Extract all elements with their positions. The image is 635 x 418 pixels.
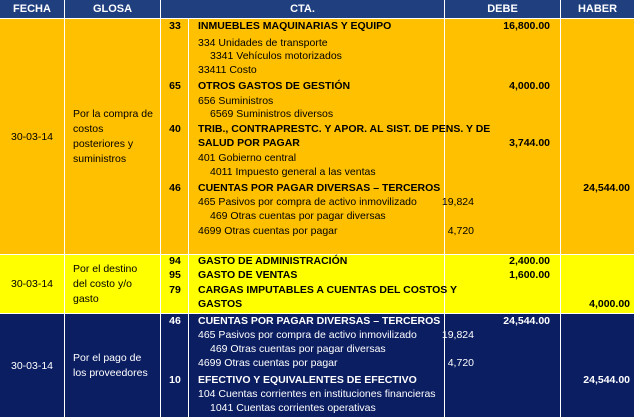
header-cta: CTA. (161, 0, 445, 19)
account-code: 40 (169, 123, 181, 135)
subaccount-amount: 4,720 (447, 357, 474, 369)
account-name: TRIB., CONTRAPRESTC. Y APOR. AL SIST. DE PENS. Y DE (198, 123, 491, 135)
fecha-cell: 30-03-14 (0, 255, 65, 314)
subaccount-name: 3341 Vehículos motorizados (210, 50, 342, 62)
account-code: 46 (169, 182, 181, 194)
subaccount-name: 469 Otras cuentas por pagar diversas (210, 210, 386, 222)
account-name: OTROS GASTOS DE GESTIÓN (198, 80, 351, 92)
account-code: 94 (169, 255, 181, 267)
subaccount-name: 1041 Cuentas corrientes operativas (210, 402, 376, 414)
code-column (161, 19, 189, 255)
account-name: CARGAS IMPUTABLES A CUENTAS DEL COSTOS Y (198, 284, 458, 296)
account-name: GASTO DE VENTAS (198, 269, 298, 281)
account-name: EFECTIVO Y EQUIVALENTES DE EFECTIVO (198, 374, 417, 386)
haber-amount: 24,544.00 (583, 374, 630, 386)
subaccount-name: 465 Pasivos por compra de activo inmovilizado (198, 196, 417, 208)
haber-amount: 24,544.00 (583, 182, 630, 194)
subaccount-name: 4699 Otras cuentas por pagar (198, 225, 338, 237)
account-code: 95 (169, 269, 181, 281)
account-code: 33 (169, 20, 181, 32)
account-code: 10 (169, 374, 181, 386)
debe-amount: 24,544.00 (503, 315, 550, 327)
account-name: GASTOS (198, 298, 243, 310)
haber-column (561, 314, 635, 418)
fecha-cell: 30-03-14 (0, 314, 65, 418)
account-name: GASTO DE ADMINISTRACIÓN (198, 255, 348, 267)
subaccount-name: 465 Pasivos por compra de activo inmovilizado (198, 329, 417, 341)
account-name: CUENTAS POR PAGAR DIVERSAS – TERCEROS (198, 315, 441, 327)
subaccount-name: 4699 Otras cuentas por pagar (198, 357, 338, 369)
account-name: SALUD POR PAGAR (198, 137, 300, 149)
fecha-cell: 30-03-14 (0, 19, 65, 255)
debe-amount: 1,600.00 (509, 269, 550, 281)
header-fecha: FECHA (0, 0, 65, 19)
subaccount-amount: 19,824 (441, 329, 474, 341)
account-code: 79 (169, 284, 181, 296)
account-code: 46 (169, 315, 181, 327)
subaccount-name: 4011 Impuesto general a las ventas (210, 166, 376, 178)
subaccount-name: 334 Unidades de transporte (198, 37, 328, 49)
haber-column (561, 19, 635, 255)
account-name: CUENTAS POR PAGAR DIVERSAS – TERCEROS (198, 182, 441, 194)
debe-amount: 2,400.00 (509, 255, 550, 267)
code-column (161, 314, 189, 418)
glosa-cell: Por el destino del costo y/o gasto (65, 255, 161, 314)
subaccount-name: 469 Otras cuentas por pagar diversas (210, 343, 386, 355)
header-haber: HABER (561, 0, 635, 19)
subaccount-amount: 4,720 (447, 225, 474, 237)
account-code: 65 (169, 80, 181, 92)
debe-amount: 4,000.00 (509, 80, 550, 92)
subaccount-name: 6569 Suministros diversos (210, 108, 334, 120)
header-glosa: GLOSA (65, 0, 161, 19)
subaccount-name: 33411 Costo (198, 64, 257, 76)
glosa-cell: Por la compra de costos posteriores y suministros (65, 19, 161, 255)
header-debe: DEBE (445, 0, 561, 19)
glosa-cell: Por el pago de los proveedores (65, 314, 161, 418)
debe-amount: 16,800.00 (503, 20, 550, 32)
account-name: INMUEBLES MAQUINARIAS Y EQUIPO (198, 20, 392, 32)
subaccount-name: 656 Suministros (198, 95, 274, 107)
subaccount-name: 401 Gobierno central (198, 152, 297, 164)
haber-amount: 4,000.00 (589, 298, 630, 310)
subaccount-amount: 19,824 (441, 196, 474, 208)
debe-amount: 3,744.00 (509, 137, 550, 149)
subaccount-name: 104 Cuentas corrientes en instituciones financieras (198, 388, 436, 400)
